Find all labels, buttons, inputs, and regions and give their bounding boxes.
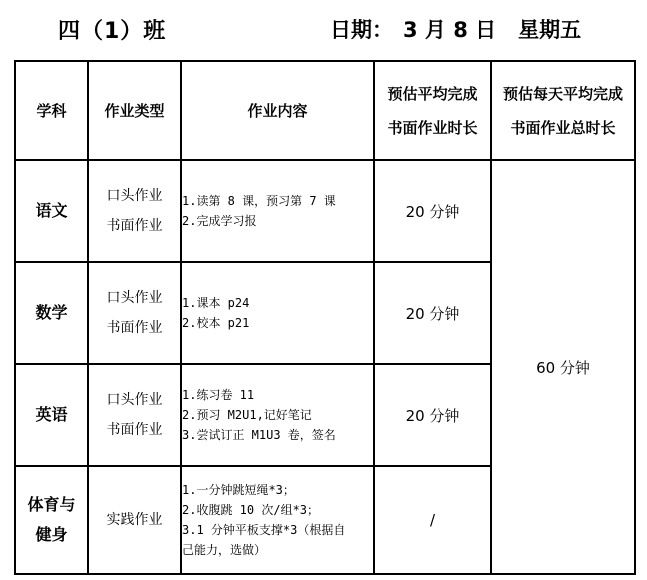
column-header-avg-time — [374, 61, 491, 160]
content-line: 1.练习卷 11 — [182, 388, 255, 402]
content-line: 1.读第 8 课，预习第 7 课 — [182, 194, 336, 208]
table-row — [15, 160, 635, 262]
time-cell: 20 分钟 — [374, 364, 491, 466]
content-line: 3.尝试订正 M1U3 卷，签名 — [182, 428, 336, 442]
page-header — [0, 0, 647, 60]
date-line — [330, 14, 581, 44]
table-header-row — [15, 61, 635, 160]
subject-cell — [15, 262, 88, 364]
homework-table — [14, 60, 636, 575]
date-label: 日期： — [330, 18, 393, 42]
column-header-total-time-line1: 预估每天平均完成 — [502, 84, 623, 103]
subject-label: 数学 — [35, 303, 68, 322]
time-cell: 20 分钟 — [374, 262, 491, 364]
content-cell — [181, 262, 374, 364]
subject-cell — [15, 160, 88, 262]
content-line: 2.预习 M2U1,记好笔记 — [182, 408, 312, 422]
time-cell: 20 分钟 — [374, 160, 491, 262]
subject-cell — [15, 364, 88, 466]
content-cell — [181, 466, 374, 574]
column-header-avg-time-line1: 预估平均完成 — [387, 84, 478, 103]
column-header-total-time-line2: 书面作业总时长 — [510, 118, 616, 137]
type-cell — [88, 262, 181, 364]
type-cell — [88, 466, 181, 574]
content-line: 2.校本 p21 — [182, 316, 250, 330]
column-header-type: 作业类型 — [88, 61, 181, 160]
subject-label: 体育与 — [27, 495, 76, 514]
content-line: 己能力，选做） — [182, 543, 267, 557]
type-label: 书面作业 — [106, 422, 163, 438]
type-label: 书面作业 — [106, 218, 163, 234]
subject-label: 英语 — [35, 405, 68, 424]
column-header-total-time — [491, 61, 635, 160]
type-cell — [88, 364, 181, 466]
type-cell — [88, 160, 181, 262]
subject-label: 健身 — [35, 525, 68, 544]
time-cell: / — [374, 466, 491, 574]
content-cell — [181, 364, 374, 466]
content-line: 1.课本 p24 — [182, 296, 250, 310]
type-label: 口头作业 — [106, 392, 163, 408]
class-name: 四（1）班 — [58, 19, 167, 44]
type-label: 口头作业 — [106, 290, 163, 306]
content-line: 3.1 分钟平板支撑*3（根据自 — [182, 523, 346, 537]
type-label: 实践作业 — [106, 512, 163, 528]
subject-cell — [15, 466, 88, 574]
content-line: 2.收腹跳 10 次/组*3； — [182, 503, 320, 517]
subject-label: 语文 — [35, 201, 68, 220]
column-header-content: 作业内容 — [181, 61, 374, 160]
content-line: 2.完成学习报 — [182, 214, 257, 228]
total-time-cell: 60 分钟 — [491, 160, 635, 574]
type-label: 书面作业 — [106, 320, 163, 336]
column-header-subject: 学科 — [15, 61, 88, 160]
date-value: 3 月 8 日 — [403, 18, 497, 42]
column-header-avg-time-line2: 书面作业时长 — [387, 118, 478, 137]
content-line: 1.一分钟跳短绳*3； — [182, 483, 295, 497]
type-label: 口头作业 — [106, 188, 163, 204]
weekday: 星期五 — [518, 18, 582, 42]
content-cell — [181, 160, 374, 262]
